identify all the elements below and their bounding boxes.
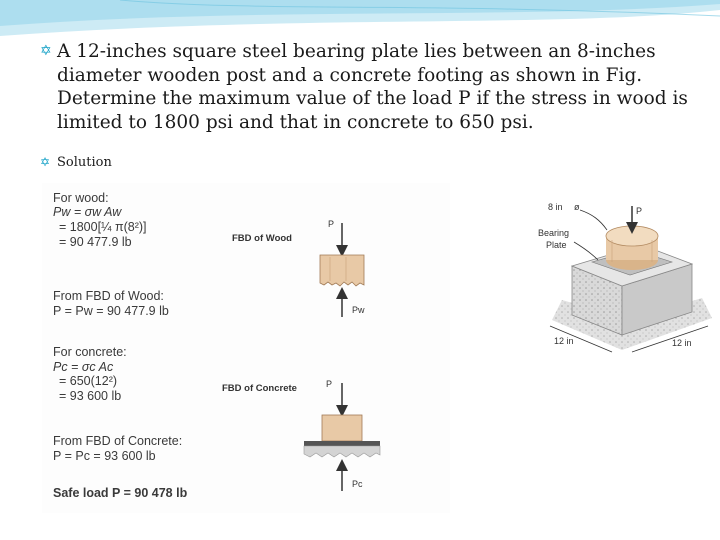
figure-load-label: P <box>636 206 643 216</box>
solution-panel <box>42 183 450 513</box>
fbd-wood-label: FBD of Wood <box>232 233 292 244</box>
fbd-concrete-diagram <box>298 373 388 498</box>
fbd-wood-diagram <box>302 213 382 323</box>
bullet-icon: ✡ <box>40 155 51 169</box>
problem-figure <box>512 190 720 355</box>
header-swoosh <box>0 0 720 40</box>
concrete-load-label: P <box>326 379 333 389</box>
concrete-eq3: = 93 600 lb <box>59 389 122 403</box>
safe-load: Safe load P = 90 478 lb <box>53 486 188 500</box>
width-right-label: 12 in <box>672 338 692 348</box>
plate-label-2: Plate <box>546 240 567 250</box>
concrete-heading: For concrete: <box>53 345 127 359</box>
width-left-label: 12 in <box>554 336 574 346</box>
concrete-reaction-label: Pc <box>352 479 363 489</box>
bullet-icon: ✡ <box>40 43 52 59</box>
wood-reaction-label: Pw <box>352 305 365 315</box>
wood-fbd-eq: P = Pw = 90 477.9 lb <box>53 304 169 318</box>
post-dim-label: 8 in <box>548 202 563 212</box>
solution-label: Solution <box>57 155 112 170</box>
wood-eq2: = 1800[¼ π(8²)] <box>59 220 147 234</box>
wood-heading: For wood: <box>53 191 109 205</box>
concrete-eq1: Pc = σc Ac <box>53 360 114 374</box>
wood-fbd-heading: From FBD of Wood: <box>53 289 164 303</box>
concrete-fbd-heading: From FBD of Concrete: <box>53 434 183 448</box>
wood-eq3: = 90 477.9 lb <box>59 235 132 249</box>
wood-load-label: P <box>328 219 335 229</box>
concrete-eq2: = 650(12²) <box>59 374 118 388</box>
wood-eq1: Pw = σw Aw <box>53 205 122 219</box>
problem-statement: A 12-inches square steel bearing plate lies between an 8-inches diameter wooden post and a concrete footing as shown in Fig. Determine the maximum value of the load P if the stress in wood is limited to 1800 psi and that in concrete to 650 psi. <box>57 41 688 133</box>
fbd-concrete-label: FBD of Concrete <box>222 383 297 394</box>
diameter-symbol: ø <box>574 202 580 212</box>
concrete-fbd-eq: P = Pc = 93 600 lb <box>53 449 156 463</box>
plate-label-1: Bearing <box>538 228 570 238</box>
